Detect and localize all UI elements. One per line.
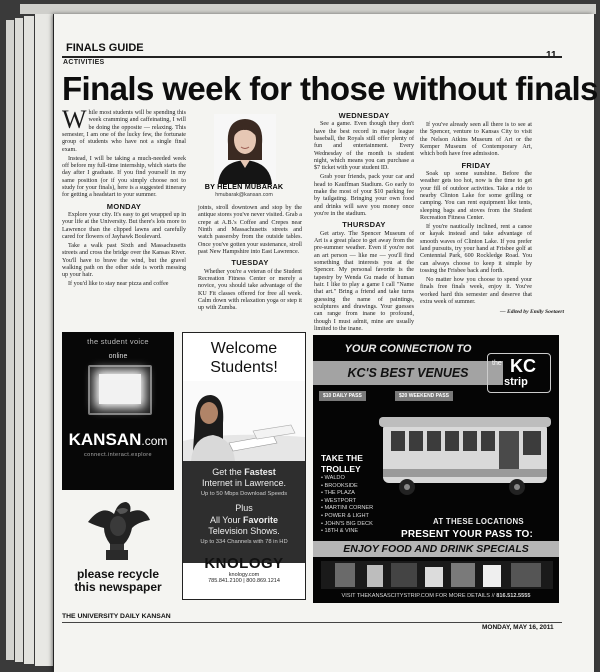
ad-favorite-line: All Your Favorite <box>209 515 279 525</box>
drop-cap: W <box>62 105 87 134</box>
ad-internet-line: Internet in Lawrence. <box>201 478 287 488</box>
paragraph: Soak up some sunshine. Before the weather gets too hot, now is the time to get your fill of outdoor activities. Take a ride to nearby Clinton Lake for some grilling or camping. You can rent equipment like tents, sleeping bags and stoves from the Student Recreation Fitness Center. <box>420 171 532 222</box>
headline: Finals week for those without finals <box>62 70 598 107</box>
kc-strip-logo: the KC strip <box>487 353 551 393</box>
food-drink-specials: ENJOY FOOD AND DRINK SPECIALS <box>313 541 559 557</box>
stop-item: • JOHN'S BIG DECK <box>321 520 373 527</box>
present-pass: PRESENT YOUR PASS TO: <box>401 529 534 540</box>
ad-tagline: connect.interact.explore <box>84 452 152 458</box>
paragraph: joints, stroll downtown and stop by the antique stores you've never visited. Grab a crepe at A.B.'s Coffee and Crepes near Ninth and Massachusetts streets and watch passersby from the outside tables. Once you've gotten your sustenance, stroll past New Hampshire into East Lawrence. <box>198 205 302 256</box>
section-heading-thursday: THURSDAY <box>342 220 386 230</box>
ad-speed: Up to 50 Mbps Download Speeds <box>200 491 288 497</box>
paragraph: Take a walk past Sixth and Massachusetts streets and cross the bridge over the Kansas River. You'll have to brave the wind, but the gravel walking path on the other side is worth messing up your hair. <box>62 242 186 279</box>
ad-kc-strip <box>313 335 559 603</box>
knology-phones: 785.841.2100 | 800.869.1214 <box>208 578 280 584</box>
article-column-4 <box>420 122 532 308</box>
section-heading-wednesday: WEDNESDAY <box>338 111 390 120</box>
knology-logo <box>183 555 305 584</box>
section-header: FINALS GUIDE <box>66 42 144 54</box>
ad-channels: Up to 334 Channels with 78 in HD <box>200 539 288 545</box>
section-heading-monday: MONDAY <box>106 201 142 211</box>
trolley-stops <box>321 475 373 536</box>
venue-photo-strip <box>321 561 553 589</box>
edited-by: — Edited by Emily Soetaert <box>500 309 565 315</box>
stop-item: • 18TH & VINE <box>321 528 359 535</box>
ad-get-fastest: Get the Fastest <box>212 467 276 477</box>
ad-venues: KC'S BEST VENUES <box>347 366 469 380</box>
student-reading-photo <box>183 381 305 461</box>
stop-item: • THE PLAZA <box>321 490 355 497</box>
byline-name: BY HELEN MUBARAK <box>204 182 284 191</box>
intro-paragraph: While most students will be spending this week cramming and caffeinating, I will be doing the opposite — relaxing. This semester, I am one of the lucky few, the fortunate group of students who have not a single final exam. <box>62 105 186 153</box>
article-column-1 <box>62 105 186 290</box>
category-label: ACTIVITIES <box>63 59 105 66</box>
ad-tv-line: Television Shows. <box>208 526 280 536</box>
recycle-line-2: this newspaper <box>74 580 162 594</box>
footer-date: MONDAY, MAY 16, 2011 <box>482 624 554 631</box>
ad-welcome: Welcome Students! <box>210 340 278 376</box>
stop-item: • BROOKSIDE <box>321 482 358 489</box>
stop-item: • WALDO <box>321 475 345 481</box>
paragraph: Instead, I will be taking a much-needed week off before my full-time internship, which starts the day after I graduate. If you find yourself in my same position (or if you simply choose not to study for your finals), here is a suggested itinerary for getting a headstart to your summer. <box>62 155 186 199</box>
monitor-icon <box>88 365 152 415</box>
section-heading-friday: FRIDAY <box>461 160 491 170</box>
paragraph: Explore your city. It's easy to get wrapped up in your life at the University. But there's lots more to Lawrence than the clipped lawns and carefully cared for flowers of Jayhawk Boulevard. <box>62 211 186 240</box>
stop-item: • WESTPORT <box>321 497 357 504</box>
trolley-illustration <box>377 407 555 515</box>
paragraph: Grab your friends, pack your car and head to Kauffman Stadium. Go early to make the most of your $10 parking fee by tailgating. Bringing your own food and drinks will save you money once you're in the stadium. <box>314 174 414 217</box>
paragraph: Whether you're a veteran of the Student Recreation Fitness Center or merely a novice, you should take advantage of the KU Fit classes offered for free all week. Calm down with relaxation yoga or step it up with Zumba. <box>198 268 302 312</box>
kansan-logo: KANSAN.com <box>68 430 168 449</box>
article-column-3 <box>314 112 414 335</box>
recycle-line-1: please recycle <box>76 567 160 581</box>
knology-url: knology.com <box>228 572 260 578</box>
paragraph: Get artsy. The Spencer Museum of Art is a great place to get away from the pre-summer weather. Even if you're not an art person — like me — you'll find something that interests you at the Spencer. My personal favorite is the tapestry by Wenda Gu made of human hair. I like to play a game I call "Name that art." Bring a friend and take turns guessing the name of paintings, sculptures and drawings. Your guesses can range from inane to profound, though I must admit, mine are usually limited to the inane. <box>314 230 414 333</box>
jayhawk-statue-icon <box>80 492 156 566</box>
paragraph: If you'd like to stay near pizza and coffee <box>68 281 169 288</box>
stop-item: • MARTINI CORNER <box>321 505 374 512</box>
ad-offer-panel <box>183 461 305 563</box>
paragraph: No matter how you choose to spend your finals free finals week, enjoy it. You've worked hard this semester and deserve that extra week of summer. <box>420 276 532 305</box>
recycle-notice <box>62 568 174 594</box>
stop-item: • POWER & LIGHT <box>321 512 369 519</box>
ad-plus: Plus <box>235 503 253 513</box>
article-column-2 <box>198 205 302 314</box>
ad-knology <box>182 332 306 600</box>
byline <box>196 182 292 198</box>
trolley-heading: TAKE THE TROLLEY <box>321 453 363 474</box>
paragraph: See a game. Even though they don't have the best record in major league baseball, the Royals still offer plenty of fun and entertainment. Every Wednesday of the month is student night, which means you can purchase a $7 ticket with your student ID. <box>314 121 414 172</box>
paragraph: If you've already seen all there is to see at the Spencer, venture to Kansas City to visit the Nelson Atkins Museum of Art or the Kemper Museum of Contemporary Art, which both have free admission. <box>420 122 532 158</box>
ad-title: the student voice <box>87 337 149 346</box>
footer-paper-name: THE UNIVERSITY DAILY KANSAN <box>62 613 171 620</box>
weekend-pass-badge: $20 WEEKEND PASS <box>395 391 453 401</box>
paragraph: If you're nautically inclined, rent a canoe or kayak instead and take advantage of smooth waves of Clinton Lake. If you prefer land pursuits, try your hand at Frisbee golf at Centennial Park, 600 Rockledge Road. You can always choose to keep it simple by tossing the Frisbee back and forth. <box>420 223 532 275</box>
header-rule <box>62 56 562 58</box>
knology-wordmark: KNOLOGY <box>204 555 284 572</box>
byline-email: hmubarak@kansan.com <box>215 192 273 198</box>
footer-rule <box>62 622 562 623</box>
ad-online-label: online <box>108 353 128 360</box>
ad-footer: VISIT THEKANSASCITYSTRIP.COM FOR MORE DETAILS // 816.512.5555 <box>341 593 531 599</box>
section-heading-tuesday: TUESDAY <box>231 258 269 268</box>
ad-student-voice <box>62 332 174 490</box>
ad-connection: YOUR CONNECTION TO <box>344 343 472 355</box>
daily-pass-badge: $10 DAILY PASS <box>319 391 366 401</box>
author-portrait <box>214 114 276 184</box>
at-these-locations: AT THESE LOCATIONS <box>433 517 524 526</box>
author-photo <box>214 114 276 184</box>
